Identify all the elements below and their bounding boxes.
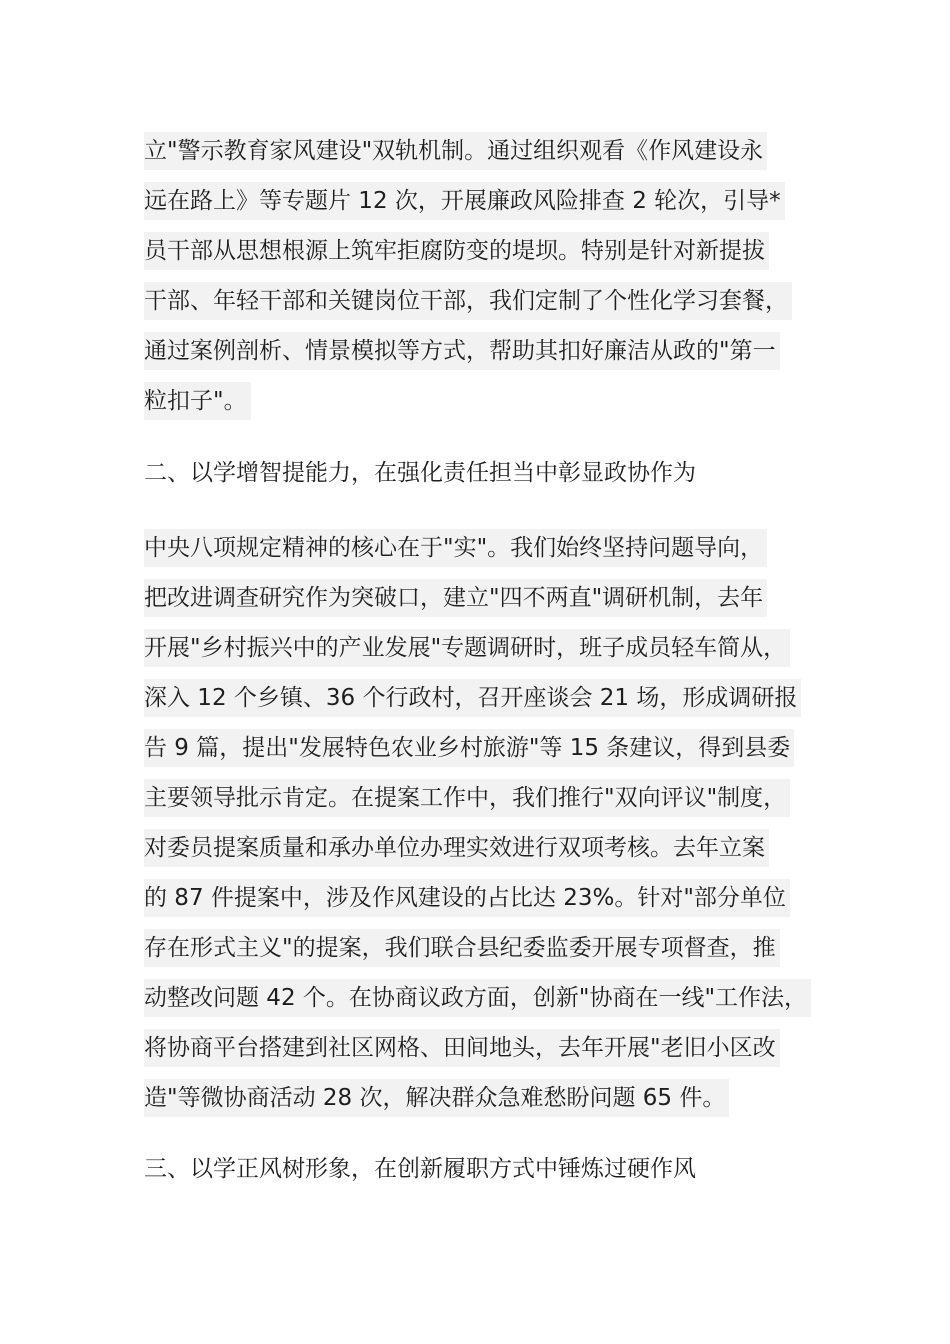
section-heading-3 — [144, 1144, 844, 1194]
paragraph-line: 主要领导批示肯定。在提案工作中，我们推行"双向评议"制度， — [144, 773, 844, 823]
paragraph-line: 开展"乡村振兴中的产业发展"专题调研时，班子成员轻车简从， — [144, 623, 844, 673]
paragraph-line: 告 9 篇，提出"发展特色农业乡村旅游"等 15 条建议，得到县委 — [144, 723, 844, 773]
paragraph-line: 对委员提案质量和承办单位办理实效进行双项考核。去年立案 — [144, 823, 844, 873]
paragraph-2 — [144, 523, 844, 1123]
section-heading-2 — [144, 448, 844, 498]
paragraph-line: 立"警示教育家风建设"双轨机制。通过组织观看《作风建设永 — [144, 126, 844, 176]
paragraph-line: 将协商平台搭建到社区网格、田间地头，去年开展"老旧小区改 — [144, 1023, 844, 1073]
paragraph-line: 干部、年轻干部和关键岗位干部，我们定制了个性化学习套餐， — [144, 276, 844, 326]
paragraph-line: 动整改问题 42 个。在协商议政方面，创新"协商在一线"工作法， — [144, 973, 844, 1023]
paragraph-line: 的 87 件提案中，涉及作风建设的占比达 23%。针对"部分单位 — [144, 873, 844, 923]
paragraph-line: 把改进调查研究作为突破口，建立"四不两直"调研机制，去年 — [144, 573, 844, 623]
paragraph-line: 远在路上》等专题片 12 次，开展廉政风险排查 2 轮次，引导* — [144, 176, 844, 226]
heading-line: 二、以学增智提能力，在强化责任担当中彰显政协作为 — [144, 460, 696, 486]
paragraph-line: 员干部从思想根源上筑牢拒腐防变的堤坝。特别是针对新提拔 — [144, 226, 844, 276]
paragraph-line: 深入 12 个乡镇、36 个行政村，召开座谈会 21 场，形成调研报 — [144, 673, 844, 723]
paragraph-line: 造"等微协商活动 28 次，解决群众急难愁盼问题 65 件。 — [144, 1073, 844, 1123]
paragraph-line: 粒扣子"。 — [144, 376, 844, 426]
paragraph-line: 中央八项规定精神的核心在于"实"。我们始终坚持问题导向， — [144, 523, 844, 573]
paragraph-1 — [144, 126, 844, 426]
paragraph-line: 通过案例剖析、情景模拟等方式，帮助其扣好廉洁从政的"第一 — [144, 326, 844, 376]
paragraph-line: 存在形式主义"的提案，我们联合县纪委监委开展专项督查，推 — [144, 923, 844, 973]
heading-line: 三、以学正风树形象，在创新履职方式中锤炼过硬作风 — [144, 1156, 696, 1182]
